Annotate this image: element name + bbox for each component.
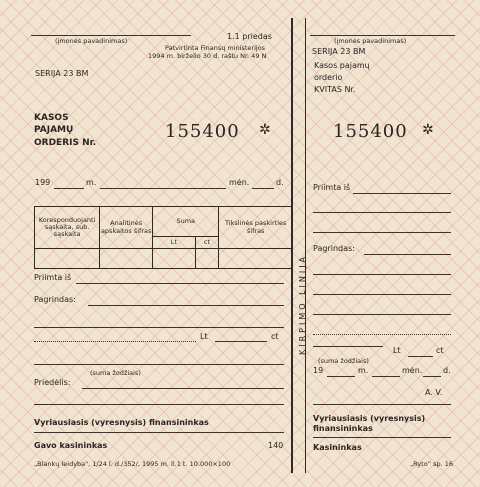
cashier-label: Gavo kasininkas: [34, 441, 108, 450]
receipt-chief-accountant-label-1: Vyriausiasis (vyresnysis): [313, 414, 426, 423]
received-from-label: Priimta iš: [34, 273, 72, 282]
amount-line[interactable]: [34, 341, 196, 342]
receipt-received-line-2[interactable]: [313, 212, 451, 213]
receipt-day-line[interactable]: [423, 376, 441, 377]
receipt-amount-in-words-label: (suma žodžiais): [318, 357, 369, 365]
company-name-line: [31, 35, 191, 36]
date-m-label: m.: [86, 178, 97, 187]
receipt-basis-label: Pagrindas:: [313, 244, 355, 253]
receipt-received-line-1[interactable]: [353, 193, 451, 194]
title-line-1: KASOS: [34, 113, 69, 123]
basis-label: Pagrindas:: [34, 295, 76, 304]
receipt-ct-line[interactable]: [408, 356, 433, 357]
received-from-line[interactable]: [76, 283, 284, 284]
receipt-basis-line-1[interactable]: [364, 254, 451, 255]
approval-note-line-2: 1994 m. birželio 30 d. raštu Nr. 49 N: [148, 52, 267, 60]
receipt-cashier-label: Kasininkas: [313, 443, 362, 452]
receipt-title-line-3: KVITAS Nr.: [314, 85, 356, 94]
series-label: SERIJA 23 BM: [35, 69, 89, 78]
sum-header: Suma: [153, 207, 219, 237]
receipt-m-label: m.: [358, 366, 369, 375]
receipt-company-name-line: [310, 35, 455, 36]
lt-label: Lt: [200, 332, 208, 341]
page-number: 140: [268, 441, 284, 450]
receipt-star-ornament-icon: ✲: [422, 122, 434, 138]
receipt-company-name-label: (įmonės pavadinimas): [334, 37, 407, 45]
ct-label: ct: [271, 332, 279, 341]
printer-info: „Rytoˮ sp. 16: [410, 460, 454, 468]
receipt-basis-line-4[interactable]: [313, 314, 451, 315]
date-d-label: d.: [276, 178, 284, 187]
basis-line-2[interactable]: [34, 327, 284, 328]
title-line-2: PAJAMŲ: [34, 125, 74, 135]
attachment-line-1[interactable]: [82, 388, 284, 389]
receipt-year-line[interactable]: [327, 376, 355, 377]
receipt-series-label: SERIJA 23 BM: [312, 47, 366, 56]
stamp-place-label: A. V.: [425, 388, 443, 397]
accounting-table: [34, 206, 293, 269]
receipt-lt-line[interactable]: [313, 346, 383, 347]
receipt-number: 155400: [333, 121, 408, 142]
receipt-basis-line-3[interactable]: [313, 294, 451, 295]
basis-line-1[interactable]: [88, 305, 284, 306]
company-name-label: (įmonės pavadinimas): [55, 37, 128, 45]
table-cell-analytic[interactable]: [100, 249, 153, 269]
corresponding-account-header: Koresponduojanti sąskaita, sub. sąskaita: [35, 207, 100, 249]
target-code-header: Tikslinės paskirties šifras: [219, 207, 293, 249]
receipt-title-line-2: orderio: [314, 73, 343, 82]
cut-line: [291, 18, 293, 473]
attachment-label: Priedėlis:: [34, 378, 71, 387]
attachment-number: 1.1 priedas: [227, 32, 272, 41]
date-day-line[interactable]: [252, 188, 274, 189]
receipt-received-line-3[interactable]: [313, 232, 451, 233]
cut-line-inner: [305, 18, 306, 473]
chief-accountant-label: Vyriausiasis (vyresnysis) finansininkas: [34, 418, 209, 427]
date-month-line[interactable]: [100, 188, 226, 189]
receipt-basis-line-2[interactable]: [313, 274, 451, 275]
date-year-line[interactable]: [54, 188, 84, 189]
table-cell-account[interactable]: [35, 249, 100, 269]
receipt-title-line-1: Kasos pajamų: [314, 61, 370, 70]
receipt-d-label: d.: [443, 366, 451, 375]
table-cell-lt[interactable]: [153, 249, 195, 269]
receipt-men-label: mėn.: [402, 366, 423, 375]
star-ornament-icon: ✲: [259, 122, 271, 138]
amount-words-line[interactable]: [34, 364, 284, 365]
analytic-code-header: Analitinės apskaitos šifras: [100, 207, 153, 249]
print-info: „Blankų leidyba", 1/24 l. d./352/, 1995 m. ll.1 t. 10.000×100: [34, 460, 231, 468]
title-line-3: ORDERIS Nr.: [34, 138, 97, 148]
order-number: 155400: [165, 121, 240, 142]
receipt-amount-line[interactable]: [313, 334, 451, 335]
receipt-chief-accountant-label-2: finansininkas: [313, 424, 373, 433]
receipt-lt-label: Lt: [393, 346, 401, 355]
sum-lt-header: Lt: [153, 237, 195, 249]
amount-in-words-label: (suma žodžiais): [90, 369, 141, 377]
receipt-received-label: Priimta iš: [313, 183, 351, 192]
receipt-year-prefix: 19: [313, 366, 324, 375]
date-men-label: mėn.: [229, 178, 250, 187]
receipt-month-line[interactable]: [372, 376, 400, 377]
date-year-prefix: 199: [35, 178, 51, 187]
receipt-sign-line[interactable]: [313, 404, 451, 405]
chief-accountant-line[interactable]: [34, 432, 284, 433]
approval-note-line-1: Patvirtinta Finansų ministerijos: [165, 44, 266, 52]
receipt-ct-label: ct: [436, 346, 444, 355]
table-cell-target[interactable]: [219, 249, 293, 269]
receipt-chief-accountant-line[interactable]: [313, 437, 451, 438]
lt-line[interactable]: [215, 341, 267, 342]
table-cell-ct[interactable]: [195, 249, 219, 269]
cut-line-label: KIRPIMO LINIJA: [298, 254, 307, 355]
sum-ct-header: ct: [195, 237, 219, 249]
attachment-line-2[interactable]: [34, 404, 284, 405]
